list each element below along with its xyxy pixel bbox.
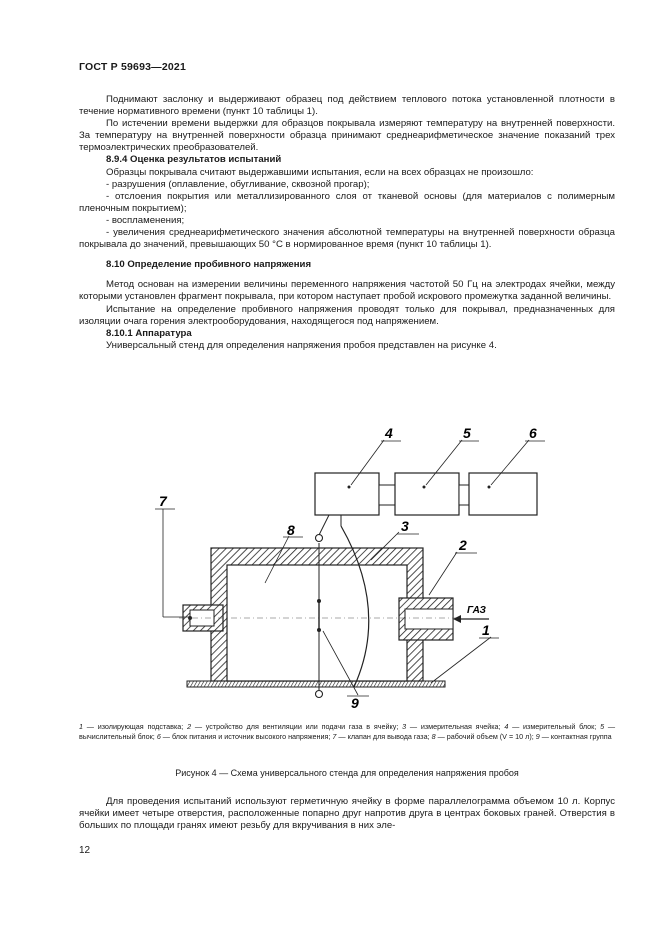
list-item: - воспламенения; bbox=[106, 214, 185, 226]
figure-caption: Рисунок 4 — Схема универсального стенда для определения напряжения пробоя bbox=[175, 768, 519, 778]
legend-text: — измерительная ячейка; bbox=[406, 722, 505, 731]
legend-num: 7 bbox=[332, 732, 337, 741]
paragraph: Поднимают заслонку и выдерживают образец под действием теплового потока установленной плотности в течение нормативного времени (пункт 10 таблицы 1). bbox=[79, 94, 615, 118]
legend-num: 2 bbox=[187, 722, 192, 731]
legend-text: — контактная группа bbox=[539, 732, 612, 741]
legend-text: — блок питания и источник высокого напряжения; bbox=[160, 732, 333, 741]
text-block-top bbox=[79, 94, 615, 352]
paragraph: Метод основан на измерении величины переменного напряжения частотой 50 Гц на электродах ячейки, между которыми установлен фрагмент покрывала, при котором наступает пробой искрового промежутка заданной величины. bbox=[79, 279, 615, 303]
label-1: 1 bbox=[482, 622, 490, 638]
legend-text: — вычислительный блок; bbox=[79, 722, 616, 741]
legend-text: — клапан для вывода газа; bbox=[336, 732, 432, 741]
legend-text: — измерительный блок; bbox=[508, 722, 601, 731]
paragraph: Для проведения испытаний используют герметичную ячейку в форме параллелограмма объемом 10 л. Корпус ячейки имеет четыре отверстия, расположенные попарно друг напротив друга в центрах боковых граней. Отверстия в больших по площади гранях имеют резьбу для вкручивания в них эле- bbox=[79, 796, 615, 832]
label-6: 6 bbox=[529, 425, 537, 441]
paragraph: Испытание на определение пробивного напряжения проводят только для покрывал, предназначенных для изоляции очага горения электрооборудования, находящегося под напряжением. bbox=[79, 303, 615, 327]
power-supply-unit bbox=[469, 473, 537, 515]
section-heading: 8.10 Определение пробивного напряжения bbox=[106, 259, 312, 271]
measuring-unit bbox=[315, 473, 379, 515]
page-number: 12 bbox=[79, 845, 91, 856]
label-3: 3 bbox=[401, 518, 409, 534]
legend-text: — рабочий объем (V = 10 л); bbox=[435, 732, 536, 741]
legend-num: 8 bbox=[431, 732, 436, 741]
legend-num: 1 bbox=[79, 722, 83, 731]
paragraph: По истечении времени выдержки для образцов покрывала измеряют температуру на внутренней поверхности. За температуру на внутренней поверхности образца принимают среднеарифметическое значение показаний трех термоэлектрических преобразователей. bbox=[79, 118, 615, 154]
legend-num: 4 bbox=[504, 722, 509, 731]
section-heading: 8.9.4 Оценка результатов испытаний bbox=[106, 154, 282, 166]
list-item: - увеличения среднеарифметического значения абсолютной температуры на внутренней поверхности образца покрывала до значений, превышающих 50 °С в нормированное время (пункт 10 таблицы 1). bbox=[79, 227, 615, 251]
label-9: 9 bbox=[351, 695, 359, 711]
label-2: 2 bbox=[459, 537, 467, 553]
paragraph: Образцы покрывала считают выдержавшими испытания, если на всех образцах не произошло: bbox=[106, 166, 534, 178]
legend-text: — устройство для вентиляции или подачи газа в ячейку; bbox=[191, 722, 403, 731]
paragraph: Универсальный стенд для определения напряжения пробоя представлен на рисунке 4. bbox=[106, 339, 497, 351]
legend-num: 9 bbox=[535, 732, 540, 741]
insulating-stand bbox=[187, 681, 445, 687]
gas-label: ГАЗ bbox=[467, 605, 486, 616]
figure-legend bbox=[79, 722, 615, 742]
legend-text: — изолирующая подставка; bbox=[83, 722, 188, 731]
label-5: 5 bbox=[463, 425, 471, 441]
list-item: - отслоения покрытия или металлизированного слоя от тканевой основы (для материалов с полимерным пленочным покрытием); bbox=[79, 190, 615, 214]
list-item: - разрушения (оплавление, обугливание, сквозной прогар); bbox=[106, 178, 370, 190]
label-4: 4 bbox=[385, 425, 393, 441]
page-header: ГОСТ Р 59693—2021 bbox=[79, 61, 187, 73]
label-8: 8 bbox=[287, 522, 295, 538]
working-volume bbox=[227, 565, 407, 681]
legend-num: 6 bbox=[156, 732, 161, 741]
legend-num: 5 bbox=[600, 722, 605, 731]
section-heading: 8.10.1 Аппаратура bbox=[106, 327, 192, 339]
computing-unit bbox=[395, 473, 459, 515]
label-7: 7 bbox=[159, 493, 167, 509]
text-block-bottom bbox=[79, 796, 615, 832]
legend-num: 3 bbox=[402, 722, 407, 731]
figure-4-diagram bbox=[79, 405, 615, 715]
